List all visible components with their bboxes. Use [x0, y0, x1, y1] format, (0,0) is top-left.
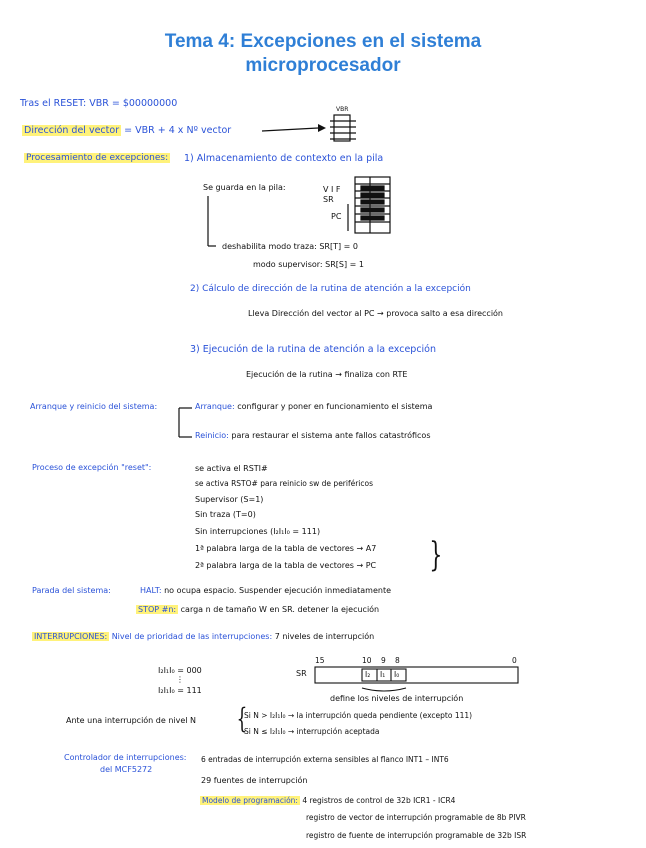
- halt-line: [140, 586, 391, 595]
- stop-instr-text: carga n de tamaño W en SR. detener la ejecución: [180, 605, 380, 614]
- sr-field-i0: I₀: [394, 670, 400, 679]
- page-subtitle: microprocesador: [245, 55, 401, 76]
- arrow-to-vector-table: [262, 124, 326, 132]
- processing-step3: 3) Ejecución de la rutina de atención a la excepción: [190, 344, 437, 355]
- stop-line: [136, 605, 379, 614]
- stack-diagram: [348, 177, 390, 233]
- model-line: [200, 796, 455, 805]
- mask-dots: ⋮: [176, 675, 184, 684]
- reset-process-label: Proceso de excepción "reset":: [32, 463, 152, 472]
- sr-bit-0: 0: [512, 656, 517, 665]
- sr-caption: define los niveles de interrupción: [330, 694, 464, 703]
- mask-high: I₂I₁I₀ = 111: [158, 686, 202, 695]
- stack-label-sr: SR: [323, 195, 334, 204]
- stop-label: Parada del sistema:: [32, 586, 111, 595]
- level-brace: {: [236, 702, 248, 735]
- sr-bit-10: 10: [362, 656, 372, 665]
- processing-label-line: [24, 153, 170, 163]
- halt-label: HALT:: [140, 586, 162, 595]
- reset-line-4: Sin traza (T=0): [195, 510, 256, 519]
- sr-register-diagram: [315, 667, 518, 691]
- sr-bit-9: 9: [381, 656, 386, 665]
- controller-line-2: 29 fuentes de interrupción: [201, 776, 308, 785]
- stack-bracket: [208, 196, 216, 246]
- sr-bit-15: 15: [315, 656, 325, 665]
- level-cond-1: Si N > I₂I₁I₀ → la interrupción queda pendiente (excepto 111): [244, 711, 473, 720]
- startup-label: Arranque y reinicio del sistema:: [30, 402, 158, 411]
- priority-text: 7 niveles de interrupción: [274, 632, 375, 641]
- reset-brace: }: [429, 535, 443, 575]
- processing-step2: 2) Cálculo de dirección de la rutina de atención a la excepción: [190, 284, 471, 294]
- stack-label-vif: V I F: [323, 185, 341, 194]
- processing-label: Procesamiento de excepciones:: [26, 153, 169, 163]
- reinicio-text: para restaurar el sistema ante fallos catastróficos: [231, 431, 431, 440]
- model-label: Modelo de programación:: [202, 796, 298, 805]
- controller-label-2: del MCF5272: [100, 765, 153, 774]
- level-intro: Ante una interrupción de nivel N: [66, 716, 197, 725]
- stack-text: Se guarda en la pila:: [203, 183, 286, 192]
- processing-step3-detail: Ejecución de la rutina → finaliza con RTE: [246, 370, 408, 379]
- vector-address-formula: = VBR + 4 x Nº vector: [124, 125, 232, 136]
- pivr-line: registro de vector de interrupción programable de 8b PIVR: [306, 813, 526, 822]
- startup-arranque-line: [195, 402, 432, 411]
- controller-line-1: 6 entradas de interrupción externa sensibles al flanco INT1 – INT6: [201, 755, 449, 764]
- pisr-line: registro de fuente de interrupción programable de 32b ISR: [306, 831, 527, 840]
- mask-low: I₂I₁I₀ = 000: [158, 666, 202, 675]
- reset-line-1: se activa el RSTI#: [195, 464, 268, 473]
- reset-line-5: Sin interrupciones (I₂I₁I₀ = 111): [195, 527, 321, 536]
- reset-line-6: 1ª palabra larga de la tabla de vectores → A7: [195, 544, 377, 553]
- sr-field-i1: I₁: [380, 670, 386, 679]
- reset-line-2: se activa RSTO# para reinicio sw de periféricos: [195, 479, 374, 488]
- reset-line-7: 2ª palabra larga de la tabla de vectores → PC: [195, 561, 377, 570]
- page-title: Tema 4: Excepciones en el sistema: [164, 31, 482, 52]
- vector-address-label: Dirección del vector: [24, 125, 120, 136]
- supervisor-mode-note: modo supervisor: SR[S] = 1: [253, 260, 364, 269]
- reset-vbr-note: Tras el RESET: VBR = $00000000: [20, 98, 178, 109]
- priority-label: Nivel de prioridad de las interrupciones:: [111, 632, 273, 641]
- stack-label-pc: PC: [331, 212, 342, 221]
- processing-step2-detail: Lleva Dirección del vector al PC → provoca salto a esa dirección: [248, 309, 504, 318]
- arranque-label: Arranque:: [195, 402, 235, 411]
- sr-field-i2: I₂: [365, 670, 371, 679]
- level-cond-2: Si N ≤ I₂I₁I₀ → interrupción aceptada: [244, 727, 380, 736]
- reset-line-3: Supervisor (S=1): [195, 495, 264, 504]
- sr-label: SR: [296, 669, 307, 678]
- controller-label-1: Controlador de interrupciones:: [64, 753, 187, 762]
- interrupts-header: [32, 632, 374, 641]
- disable-trace-note: deshabilita modo traza: SR[T] = 0: [222, 242, 358, 251]
- startup-bracket: [179, 408, 192, 437]
- arranque-text: configurar y poner en funcionamiento el sistema: [237, 402, 433, 411]
- sr-bit-8: 8: [395, 656, 400, 665]
- startup-reinicio-line: [195, 431, 431, 440]
- model-text: 4 registros de control de 32b ICR1 - ICR4: [302, 796, 456, 805]
- interrupts-label: INTERRUPCIONES:: [34, 632, 108, 641]
- stop-instr-label: STOP #n:: [138, 605, 177, 614]
- processing-step1: 1) Almacenamiento de contexto en la pila: [184, 153, 384, 164]
- reinicio-label: Reinicio:: [195, 431, 229, 440]
- halt-text: no ocupa espacio. Suspender ejecución inmediatamente: [164, 586, 391, 595]
- vector-table-icon: [330, 115, 356, 141]
- vbr-table-label: VBR: [336, 106, 349, 113]
